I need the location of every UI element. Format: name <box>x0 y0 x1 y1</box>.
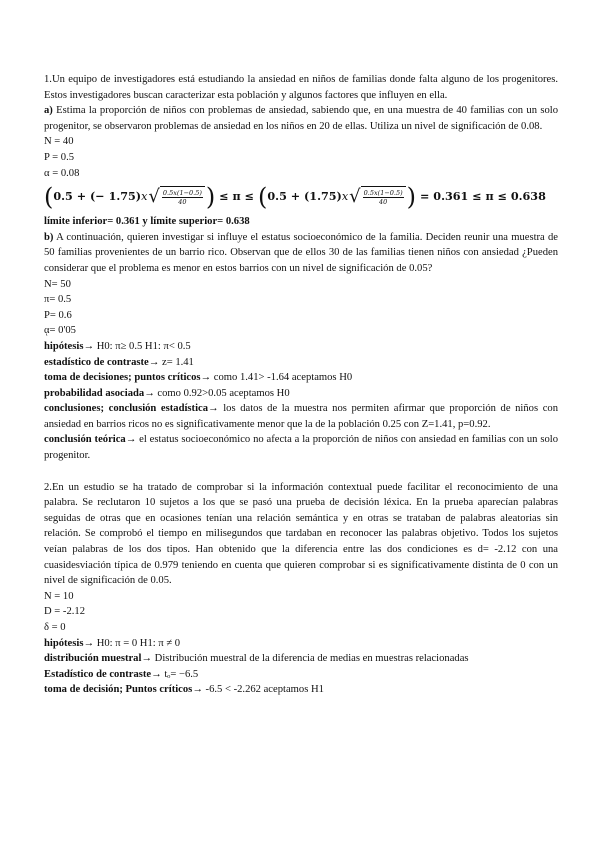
q2-decision: toma de decisión; Puntos críticos→ -6.5 < -2.262 aceptamos H1 <box>44 684 324 696</box>
q1-b-alpha: ᾳ= 0'05 <box>44 325 76 337</box>
confidence-interval-formula: ( 0.5 + (− 1.75) x √ $\frac{0.5x(1-0.5)}{40}$ ) ≤ π ≤ ( 0.5 + (1.75) x √ $\frac{0.5x(1-0.5)}{40}$ ) = 0.361 ≤ π ≤ 0.638 <box>44 183 546 212</box>
formula-upper-term: 0.5 + (1.75) <box>267 189 342 204</box>
q1-alpha: α = 0.08 <box>44 167 80 179</box>
formula-lower-term: 0.5 + (− 1.75) <box>53 189 142 204</box>
formula-middle: ≤ π ≤ <box>219 189 255 204</box>
q2-intro: 2.En un estudio se ha tratado de comprobar si la información contextual puede facilitar el reconocimiento de una palabra. Se reclutaron 10 sujetos a los que se pasó una prueba de decisión léxica. En la prueba aparecían palabras seguidas de otras que en ocasiones tenían una relación semántica y en otras se trataban de palabras aleatorias sin relación. Se comprobó el tiempo en milisegundos que tardaban en reconocer las palabras objetivo. Todos los sujetos veían palabras de los dos tipos. Han obtenido que la diferencia entre las dos condiciones es d= -2.12 con una cuasidesviación típica de 0.979 teniendo en cuenta que quieren comprobar si es significativamente distinta de 0 con un nivel de significación de 0.05. <box>44 481 558 587</box>
sqrt-lower: √ $\frac{0.5x(1-0.5)}{40}$ <box>148 186 204 208</box>
sqrt-upper: √ $\frac{0.5x(1-0.5)}{40}$ <box>349 186 405 208</box>
q1-limits: límite inferior= 0.361 y límite superior= 0.638 <box>44 216 250 228</box>
q1-probability: probabilidad asociada→ como 0.92>0.05 aceptamos H0 <box>44 387 290 399</box>
section-gap <box>44 464 558 480</box>
q2-distribution: distribución muestral→ Distribución muestral de la diferencia de medias en muestras relacionadas <box>44 653 469 665</box>
document-body <box>44 72 558 698</box>
q1-statistic: estadístico de contraste→ z= 1.41 <box>44 356 194 368</box>
q1-n: N = 40 <box>44 136 74 148</box>
q1-a-label: a) <box>44 105 53 117</box>
q2-d: D = -2.12 <box>44 606 85 618</box>
q1-b-label: b) <box>44 231 54 243</box>
q2-hypothesis: hipótesis→ H0: π = 0 H1: π ≠ 0 <box>44 637 181 649</box>
q1-intro: 1.Un equipo de investigadores está estudiando la ansiedad en niños de familias donde falta alguno de los progenitores. Estos investigadores buscan caracterizar esta población y algunos factores que influyen en ella. <box>44 74 558 101</box>
q1-b-text: A continuación, quieren investigar si influye el estatus socioeconómico de la familia. Deciden reunir una muestra de 50 familias provenientes de un barrio rico. Observan que de ellos 30 de las familias tienen niños con ansiedad ¿Pueden considerar que el problema es menor en estos barrios con un nivel de significación de 0.05? <box>44 231 558 274</box>
q1-b-n: N= 50 <box>44 278 71 290</box>
q1-conclusion: conclusiones; conclusión estadística→ los datos de la muestra nos permiten afirmar que proporción de niños con ansiedad en barrios ricos no es significativamente menor que la de la población 0.25 con Z=1.41, p=0.92. <box>44 403 558 430</box>
formula-result: = 0.361 ≤ π ≤ 0.638 <box>420 189 546 204</box>
q1-hypothesis: hipótesis→ H0: π≥ 0.5 H1: π< 0.5 <box>44 340 191 352</box>
q1-theoretical-conclusion: conclusión teórica→ el estatus socioeconómico no afecta a la proporción de niños con ansiedad en familias con un solo progenitor. <box>44 434 558 462</box>
q1-b-pi: π= 0.5 <box>44 294 72 306</box>
q1-part-a <box>44 103 558 134</box>
q2-statistic: Estadístico de contraste→ tₒ= −6.5 <box>44 668 199 680</box>
q1-a-text: Estima la proporción de niños con problemas de ansiedad, sabiendo que, en una muestra de 40 familias con un solo progenitor, se observaron problemas de ansiedad en los niños en 20 de ellas. Utiliza un nivel de significación de 0.08. <box>44 105 558 132</box>
q1-part-b <box>44 230 558 277</box>
q1-b-p: P= 0.6 <box>44 309 72 321</box>
q2-delta: δ = 0 <box>44 622 66 633</box>
q2-n: N = 10 <box>44 590 74 602</box>
q1-decision: toma de decisiones; puntos críticos→ como 1.41> -1.64 aceptamos H0 <box>44 372 353 384</box>
q1-p: P = 0.5 <box>44 151 75 163</box>
